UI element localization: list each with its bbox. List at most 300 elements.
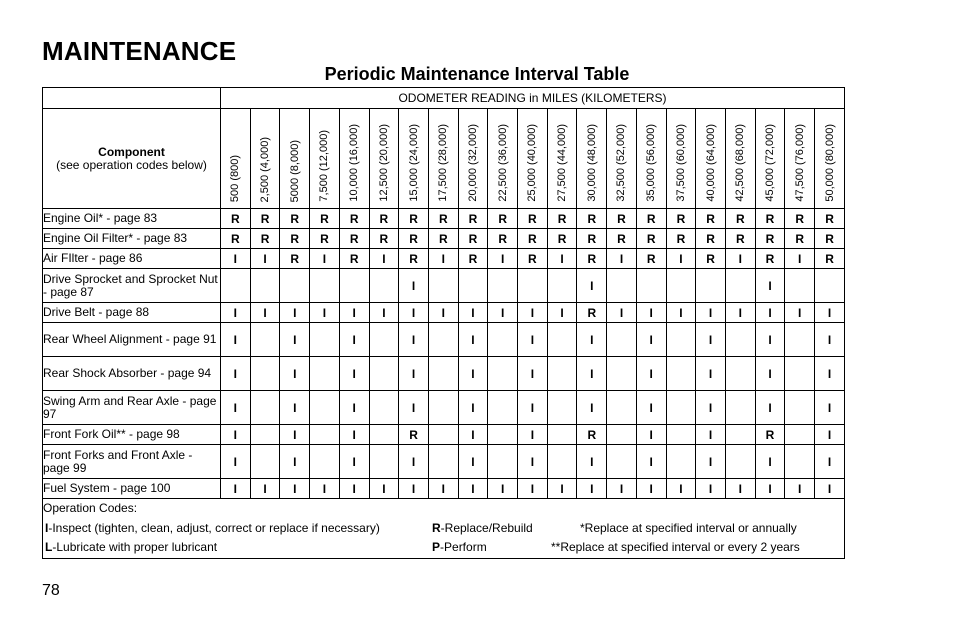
interval-cell	[428, 425, 458, 445]
interval-cell: R	[369, 209, 399, 229]
odometer-column-label: 12,500 (20,000)	[377, 124, 390, 202]
interval-cell: R	[755, 249, 785, 269]
odometer-column-header	[577, 109, 607, 209]
odometer-column-header	[518, 109, 548, 209]
component-name: Rear Shock Absorber - page 94	[43, 357, 221, 391]
odometer-column-label: 30,000 (48,000)	[585, 124, 598, 202]
interval-cell	[547, 323, 577, 357]
interval-cell: I	[518, 445, 548, 479]
odometer-column-label: 5000 (8,000)	[288, 139, 301, 202]
interval-cell	[636, 269, 666, 303]
interval-cell: R	[577, 425, 607, 445]
interval-cell: I	[339, 303, 369, 323]
interval-cell	[785, 357, 815, 391]
interval-cell	[607, 445, 637, 479]
interval-cell: I	[221, 303, 251, 323]
interval-cell	[785, 391, 815, 425]
odometer-column-label: 15,000 (24,000)	[407, 124, 420, 202]
interval-cell	[666, 391, 696, 425]
interval-cell: I	[815, 357, 845, 391]
interval-cell: R	[815, 249, 845, 269]
interval-cell: I	[577, 479, 607, 499]
interval-cell: R	[696, 229, 726, 249]
blank-corner-cell	[43, 88, 221, 109]
interval-cell	[725, 269, 755, 303]
interval-cell	[310, 269, 340, 303]
interval-cell: I	[369, 479, 399, 499]
interval-cell: I	[815, 303, 845, 323]
interval-cell: I	[399, 445, 429, 479]
interval-cell: I	[221, 445, 251, 479]
interval-cell: R	[518, 209, 548, 229]
interval-cell: I	[696, 357, 726, 391]
odometer-column-header	[488, 109, 518, 209]
table-row	[43, 479, 845, 499]
table-row	[43, 391, 845, 425]
component-name: Fuel System - page 100	[43, 479, 221, 499]
interval-cell: I	[221, 323, 251, 357]
interval-cell: I	[399, 479, 429, 499]
interval-cell: I	[755, 479, 785, 499]
interval-cell	[607, 425, 637, 445]
interval-cell: R	[280, 209, 310, 229]
interval-cell: R	[577, 249, 607, 269]
interval-cell: I	[488, 303, 518, 323]
component-name: Engine Oil* - page 83	[43, 209, 221, 229]
interval-cell	[488, 323, 518, 357]
interval-cell	[518, 269, 548, 303]
component-name: Drive Sprocket and Sprocket Nut - page 87	[43, 269, 221, 303]
interval-cell: I	[636, 323, 666, 357]
table-row	[43, 269, 845, 303]
interval-cell: I	[518, 425, 548, 445]
interval-cell: R	[696, 209, 726, 229]
annual-replace-note: *Replace at specified interval or annually	[580, 520, 797, 535]
operation-codes-row	[43, 499, 845, 559]
interval-cell: I	[280, 425, 310, 445]
interval-cell: I	[518, 303, 548, 323]
interval-cell: R	[547, 209, 577, 229]
interval-cell: I	[815, 391, 845, 425]
interval-cell	[310, 445, 340, 479]
perform-code-letter: P	[432, 540, 441, 554]
interval-cell	[666, 425, 696, 445]
interval-cell: R	[815, 229, 845, 249]
interval-cell: I	[577, 357, 607, 391]
interval-cell: I	[399, 391, 429, 425]
odometer-column-header	[547, 109, 577, 209]
interval-cell: I	[577, 269, 607, 303]
interval-cell	[785, 323, 815, 357]
odometer-column-label: 500 (800)	[229, 154, 242, 202]
odometer-column-label: 7,500 (12,000)	[318, 130, 331, 202]
interval-cell: I	[458, 425, 488, 445]
odometer-column-header	[458, 109, 488, 209]
interval-cell	[696, 269, 726, 303]
component-name: Drive Belt - page 88	[43, 303, 221, 323]
interval-cell	[547, 357, 577, 391]
interval-cell: I	[458, 479, 488, 499]
interval-cell: I	[785, 303, 815, 323]
component-subheader: (see operation codes below)	[56, 157, 207, 172]
table-row	[43, 303, 845, 323]
interval-cell: I	[280, 323, 310, 357]
interval-cell: I	[636, 445, 666, 479]
interval-cell	[310, 391, 340, 425]
interval-cell	[250, 269, 280, 303]
interval-cell: R	[577, 229, 607, 249]
interval-cell	[369, 269, 399, 303]
odometer-column-label: 35,000 (56,000)	[645, 124, 658, 202]
interval-cell: R	[221, 229, 251, 249]
interval-cell: R	[636, 209, 666, 229]
odometer-column-header	[636, 109, 666, 209]
interval-cell: I	[428, 303, 458, 323]
interval-cell: I	[280, 357, 310, 391]
odometer-column-header	[310, 109, 340, 209]
interval-cell: R	[399, 229, 429, 249]
interval-cell: I	[577, 445, 607, 479]
interval-cell: I	[518, 479, 548, 499]
interval-cell: I	[725, 249, 755, 269]
interval-cell	[428, 323, 458, 357]
maintenance-table	[42, 87, 845, 559]
interval-cell: I	[310, 249, 340, 269]
table-row	[43, 425, 845, 445]
interval-cell	[488, 445, 518, 479]
interval-cell	[725, 391, 755, 425]
interval-cell: R	[547, 229, 577, 249]
interval-cell: I	[696, 391, 726, 425]
component-name: Front Fork Oil** - page 98	[43, 425, 221, 445]
operation-codes-heading: Operation Codes:	[43, 501, 138, 515]
interval-cell: R	[310, 229, 340, 249]
interval-cell: I	[458, 357, 488, 391]
inspect-code-text: -Inspect (tighten, clean, adjust, correct or replace if necessary)	[48, 520, 380, 535]
odometer-column-label: 37,500 (60,000)	[674, 124, 687, 202]
component-name: Rear Wheel Alignment - page 91	[43, 323, 221, 357]
interval-cell	[250, 357, 280, 391]
interval-cell: R	[755, 229, 785, 249]
interval-cell: R	[607, 229, 637, 249]
perform-code-text: -Perform	[440, 540, 487, 554]
odometer-column-label: 45,000 (72,000)	[764, 124, 776, 202]
table-row	[43, 249, 845, 269]
interval-cell: I	[221, 391, 251, 425]
interval-cell	[547, 445, 577, 479]
interval-cell	[666, 445, 696, 479]
odometer-column-label: 42,500 (68,000)	[734, 124, 747, 202]
interval-cell	[369, 357, 399, 391]
odometer-column-label: 32,500 (52,000)	[615, 124, 628, 202]
interval-cell: I	[221, 357, 251, 391]
interval-cell: I	[518, 323, 548, 357]
interval-cell	[488, 357, 518, 391]
interval-cell: I	[339, 445, 369, 479]
interval-cell: I	[221, 479, 251, 499]
interval-cell: R	[458, 249, 488, 269]
interval-cell: R	[518, 249, 548, 269]
interval-cell: I	[666, 249, 696, 269]
interval-cell	[310, 323, 340, 357]
interval-cell: R	[785, 209, 815, 229]
interval-cell: R	[458, 209, 488, 229]
interval-cell: I	[815, 479, 845, 499]
interval-cell: I	[755, 357, 785, 391]
interval-cell	[428, 391, 458, 425]
interval-cell: I	[250, 303, 280, 323]
odometer-column-label: 2,500 (4,000)	[259, 136, 272, 202]
odometer-column-header	[696, 109, 726, 209]
interval-cell: I	[399, 269, 429, 303]
interval-cell	[310, 357, 340, 391]
interval-cell	[250, 425, 280, 445]
interval-cell: R	[399, 425, 429, 445]
interval-cell: I	[636, 479, 666, 499]
interval-cell: I	[458, 445, 488, 479]
interval-cell: I	[666, 479, 696, 499]
interval-cell: I	[755, 323, 785, 357]
interval-cell	[607, 391, 637, 425]
interval-cell: I	[339, 425, 369, 445]
interval-cell	[488, 269, 518, 303]
odometer-column-header	[428, 109, 458, 209]
interval-cell	[488, 391, 518, 425]
interval-cell	[458, 269, 488, 303]
page-title: MAINTENANCE	[42, 36, 237, 66]
interval-cell: I	[815, 323, 845, 357]
interval-cell: I	[547, 303, 577, 323]
odometer-column-label: 40,000 (64,000)	[704, 124, 717, 202]
table-row	[43, 229, 845, 249]
interval-cell	[547, 391, 577, 425]
component-name: Swing Arm and Rear Axle - page 97	[43, 391, 221, 425]
interval-cell	[547, 269, 577, 303]
odometer-column-header	[280, 109, 310, 209]
interval-cell	[221, 269, 251, 303]
interval-cell	[310, 425, 340, 445]
interval-cell	[607, 357, 637, 391]
interval-cell: R	[488, 229, 518, 249]
interval-cell: R	[636, 229, 666, 249]
odometer-header: ODOMETER READING in MILES (KILOMETERS)	[221, 88, 845, 109]
odometer-column-header	[815, 109, 845, 209]
interval-cell: R	[369, 229, 399, 249]
interval-cell: R	[755, 209, 785, 229]
interval-cell: I	[666, 303, 696, 323]
interval-cell: I	[250, 479, 280, 499]
interval-cell	[369, 323, 399, 357]
table-row	[43, 445, 845, 479]
inspect-code-letter: I	[45, 520, 49, 535]
interval-cell: R	[666, 209, 696, 229]
interval-cell: I	[607, 249, 637, 269]
odometer-column-header	[607, 109, 637, 209]
interval-cell: R	[755, 425, 785, 445]
odometer-column-header	[755, 109, 785, 209]
interval-cell: R	[428, 209, 458, 229]
interval-cell	[339, 269, 369, 303]
interval-cell: I	[607, 479, 637, 499]
interval-cell: I	[339, 323, 369, 357]
interval-cell: R	[636, 249, 666, 269]
odometer-column-header	[369, 109, 399, 209]
interval-cell: I	[755, 391, 785, 425]
interval-cell	[250, 445, 280, 479]
interval-cell	[785, 269, 815, 303]
interval-cell: I	[725, 303, 755, 323]
interval-cell: I	[458, 323, 488, 357]
interval-cell	[725, 323, 755, 357]
interval-cell	[666, 357, 696, 391]
interval-cell: I	[488, 479, 518, 499]
interval-cell: I	[280, 479, 310, 499]
interval-cell: I	[696, 425, 726, 445]
odometer-column-label: 27,500 (44,000)	[556, 124, 569, 202]
odometer-column-label: 17,500 (28,000)	[437, 124, 450, 202]
interval-cell	[725, 425, 755, 445]
odometer-column-header	[250, 109, 280, 209]
odometer-column-header	[666, 109, 696, 209]
interval-cell: R	[339, 229, 369, 249]
odometer-column-label: 20,000 (32,000)	[466, 124, 479, 202]
interval-cell: I	[577, 391, 607, 425]
interval-cell	[488, 425, 518, 445]
interval-cell: R	[577, 209, 607, 229]
component-header-cell	[43, 109, 221, 209]
table-title: Periodic Maintenance Interval Table	[324, 64, 630, 84]
replace-code-text: -Replace/Rebuild	[440, 520, 533, 535]
interval-cell: I	[369, 249, 399, 269]
interval-cell	[369, 391, 399, 425]
interval-cell: I	[280, 445, 310, 479]
interval-cell: I	[785, 479, 815, 499]
interval-cell: I	[221, 425, 251, 445]
interval-cell: R	[725, 229, 755, 249]
interval-cell: I	[696, 479, 726, 499]
interval-cell: I	[310, 479, 340, 499]
interval-cell: I	[399, 323, 429, 357]
interval-cell	[666, 323, 696, 357]
interval-cell	[607, 269, 637, 303]
interval-cell: R	[280, 249, 310, 269]
odometer-column-header	[221, 109, 251, 209]
interval-cell: R	[221, 209, 251, 229]
interval-cell: R	[339, 249, 369, 269]
interval-cell: R	[696, 249, 726, 269]
interval-cell: I	[815, 445, 845, 479]
interval-cell	[428, 445, 458, 479]
odometer-column-label: 10,000 (16,000)	[348, 124, 361, 202]
interval-cell: I	[547, 479, 577, 499]
odometer-column-label: 47,500 (76,000)	[793, 124, 806, 202]
interval-cell: R	[250, 229, 280, 249]
interval-cell	[666, 269, 696, 303]
lubricate-code-letter: L	[45, 540, 53, 554]
interval-cell: I	[547, 249, 577, 269]
interval-cell	[815, 269, 845, 303]
replace-code-letter: R	[432, 520, 441, 535]
interval-cell	[725, 445, 755, 479]
page-number: 78	[42, 582, 60, 599]
interval-cell: R	[815, 209, 845, 229]
interval-cell: R	[785, 229, 815, 249]
interval-cell: R	[666, 229, 696, 249]
interval-cell: I	[636, 357, 666, 391]
interval-cell: I	[607, 303, 637, 323]
component-name: Engine Oil Filter* - page 83	[43, 229, 221, 249]
interval-cell: I	[221, 249, 251, 269]
interval-cell: R	[399, 249, 429, 269]
operation-codes-cell	[43, 499, 845, 559]
interval-cell	[785, 445, 815, 479]
component-name: Front Forks and Front Axle - page 99	[43, 445, 221, 479]
interval-cell: R	[280, 229, 310, 249]
interval-cell: I	[518, 357, 548, 391]
interval-cell: I	[399, 303, 429, 323]
interval-cell: R	[310, 209, 340, 229]
odometer-column-label: 22,500 (36,000)	[496, 124, 509, 202]
interval-cell: I	[250, 249, 280, 269]
table-row	[43, 209, 845, 229]
interval-cell	[428, 269, 458, 303]
interval-cell: R	[725, 209, 755, 229]
odometer-column-header	[399, 109, 429, 209]
interval-cell: I	[636, 303, 666, 323]
odometer-column-header	[785, 109, 815, 209]
interval-cell: I	[458, 303, 488, 323]
interval-cell: I	[696, 323, 726, 357]
interval-cell	[250, 391, 280, 425]
odometer-column-header	[339, 109, 369, 209]
interval-cell	[369, 425, 399, 445]
odometer-header-row	[43, 88, 845, 109]
interval-cell	[607, 323, 637, 357]
table-row	[43, 357, 845, 391]
interval-cell: R	[399, 209, 429, 229]
interval-cell: I	[488, 249, 518, 269]
interval-cell: I	[369, 303, 399, 323]
odometer-column-label: 50,000 (80,000)	[823, 124, 836, 202]
interval-cell	[369, 445, 399, 479]
interval-cell: R	[518, 229, 548, 249]
interval-cell	[428, 357, 458, 391]
interval-cell	[785, 425, 815, 445]
interval-cell: I	[636, 425, 666, 445]
interval-cell: R	[577, 303, 607, 323]
interval-cell: I	[428, 249, 458, 269]
interval-cell: I	[518, 391, 548, 425]
interval-cell: I	[339, 391, 369, 425]
interval-cell: R	[250, 209, 280, 229]
interval-cell: I	[636, 391, 666, 425]
interval-cell: I	[815, 425, 845, 445]
interval-cell	[547, 425, 577, 445]
table-row	[43, 323, 845, 357]
interval-cell: I	[785, 249, 815, 269]
interval-cell: R	[488, 209, 518, 229]
interval-cell: I	[280, 391, 310, 425]
interval-cell: I	[755, 445, 785, 479]
interval-cell: I	[310, 303, 340, 323]
interval-cell: R	[428, 229, 458, 249]
interval-cell: I	[725, 479, 755, 499]
interval-cell: R	[458, 229, 488, 249]
interval-cell	[280, 269, 310, 303]
interval-cell: I	[577, 323, 607, 357]
odometer-column-label: 25,000 (40,000)	[526, 124, 539, 202]
interval-cell: I	[755, 303, 785, 323]
